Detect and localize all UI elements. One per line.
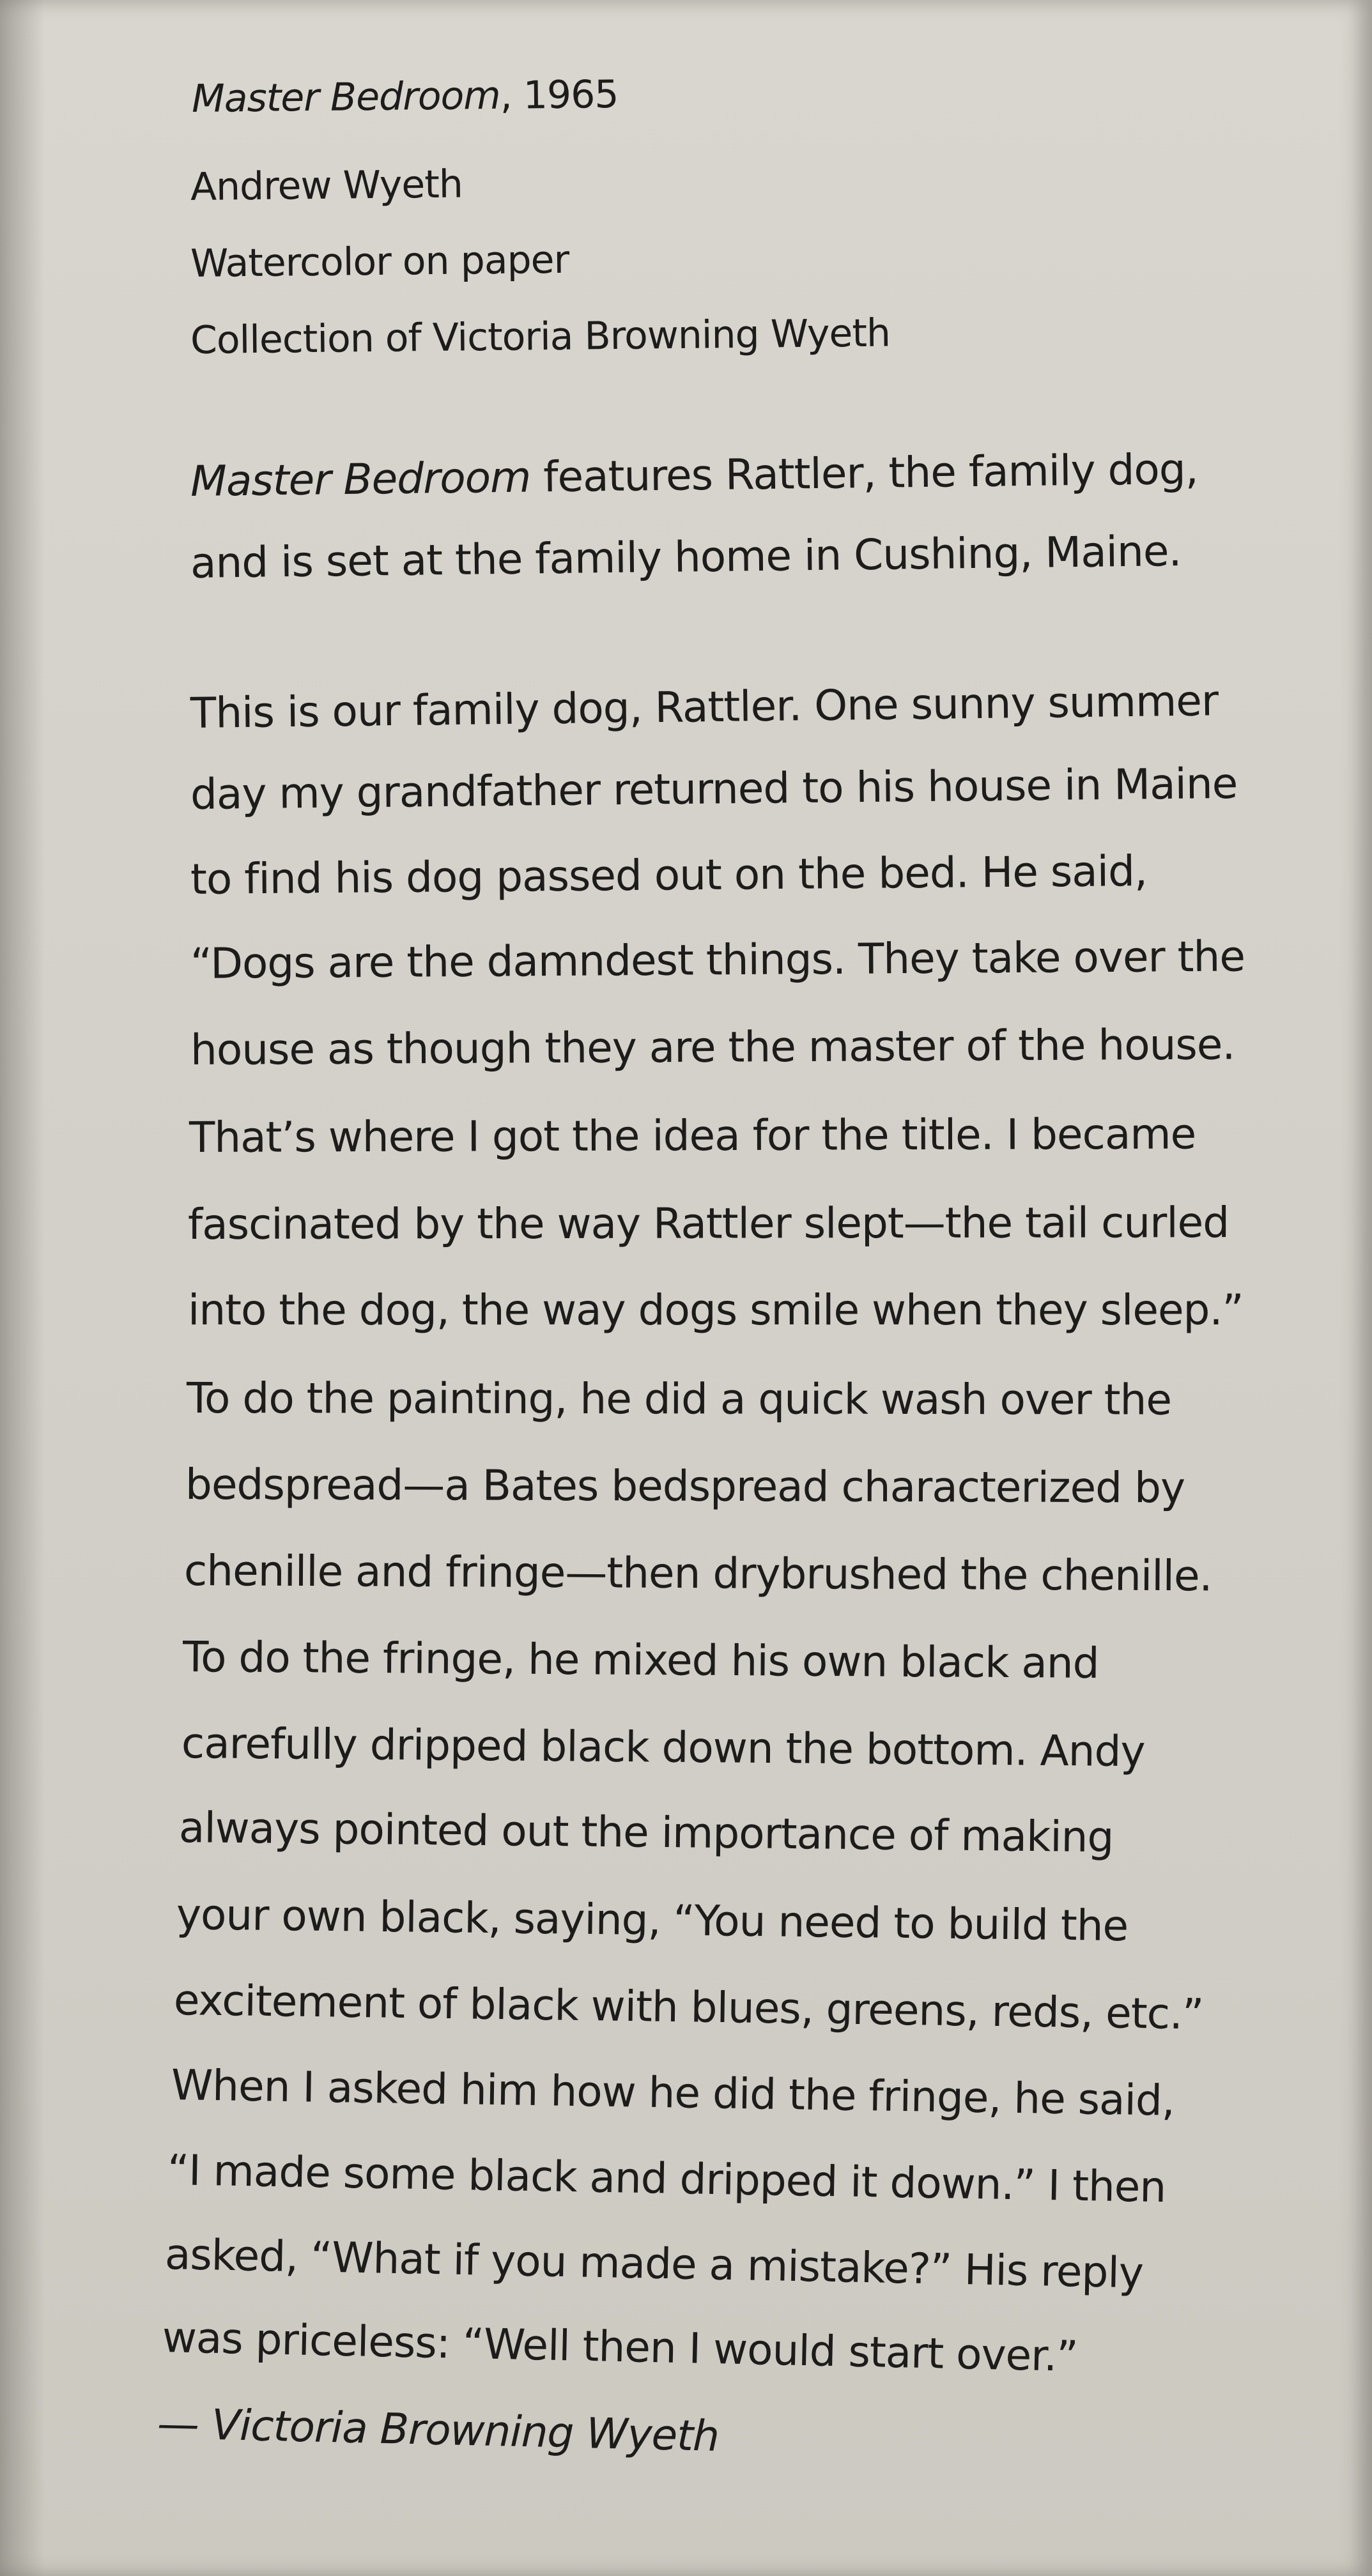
story-line: chenille and fringe—then drybrushed the chenille.: [183, 1546, 1212, 1601]
intro-line-1-text: features Rattler, the family dog,: [530, 444, 1199, 502]
story-line: into the dog, the way dogs smile when they sleep.”: [188, 1285, 1244, 1335]
story-line: to find his dog passed out on the bed. He said,: [190, 846, 1148, 904]
story-line: was priceless: “Well then I would start over.”: [162, 2313, 1079, 2381]
artwork-title: Master Bedroom: [191, 73, 501, 121]
story-line: house as though they are the master of the house.: [190, 1020, 1235, 1075]
story-line: asked, “What if you made a mistake?” His reply: [164, 2230, 1144, 2298]
story-line: carefully dripped black down the bottom. Andy: [181, 1719, 1145, 1777]
intro-line-1: [190, 445, 1199, 506]
intro-line-2: and is set at the family home in Cushing, Maine.: [190, 526, 1182, 588]
story-line: excitement of black with blues, greens, reds, etc.”: [173, 1975, 1204, 2039]
story-line: When I asked him how he did the fringe, he said,: [171, 2060, 1175, 2126]
story-line: To do the fringe, he mixed his own black and: [182, 1632, 1099, 1689]
story-line: “I made some black and dripped it down.” I then: [167, 2145, 1166, 2212]
intro-artwork-title: Master Bedroom: [190, 452, 531, 506]
story-line: day my grandfather returned to his house in Maine: [190, 758, 1238, 819]
card-edge-shadow: [0, 0, 45, 2576]
story-line: “Dogs are the damndest things. They take over the: [190, 931, 1245, 988]
artist-name: Andrew Wyeth: [190, 162, 463, 210]
story-line: bedspread—a Bates bedspread characterized by: [185, 1460, 1185, 1513]
artwork-collection: Collection of Victoria Browning Wyeth: [190, 310, 891, 363]
story-line: always pointed out the importance of making: [178, 1803, 1114, 1862]
story-line: fascinated by the way Rattler slept—the tail curled: [187, 1198, 1229, 1249]
story-line: This is our family dog, Rattler. One sunny summer: [190, 676, 1219, 738]
artwork-medium: Watercolor on paper: [190, 237, 569, 286]
story-line: your own black, saying, “You need to build the: [176, 1890, 1129, 1951]
artwork-year: , 1965: [500, 72, 619, 118]
story-line: To do the painting, he did a quick wash over the: [186, 1374, 1172, 1425]
artwork-title-line: [192, 72, 619, 121]
story-line: That’s where I got the idea for the title. I became: [189, 1109, 1196, 1162]
attribution: — Victoria Browning Wyeth: [157, 2399, 720, 2461]
